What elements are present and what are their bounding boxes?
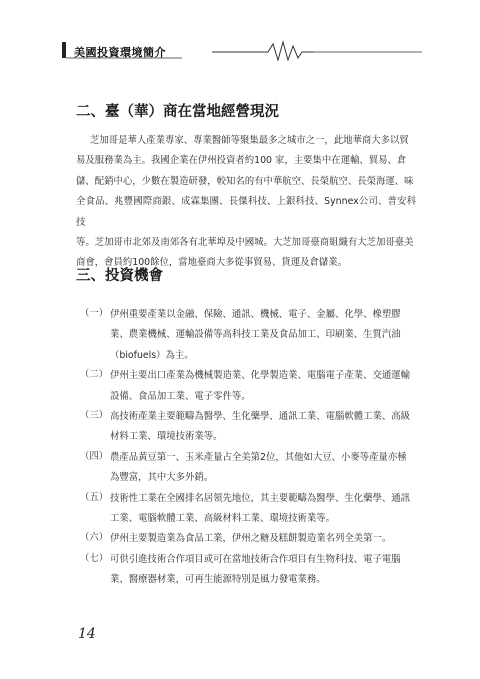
list-item: [80, 407, 420, 448]
section-2-paragraph: [76, 131, 416, 274]
list-item-number: （四）: [80, 450, 109, 462]
list-item-line: 可供引進技術合作項目或可在當地技術合作項目有生物科技、電子電腦: [110, 553, 401, 565]
investment-opportunities-list: [80, 305, 420, 591]
paragraph-line: 儲、配銷中心，少數在製造研發，較知名的有中華航空、長榮航空、長榮海運、味: [76, 175, 414, 187]
list-item-line: 工業、電腦軟體工業、高級材料工業、環境技術業等。: [110, 513, 336, 525]
list-item-line: 伊州主要製造業為食品工業，伊州之糖及糕餅製造業名列全美第一。: [110, 533, 392, 545]
list-item-number: （二）: [80, 369, 109, 381]
paragraph-line: 全食品、兆豐國際商銀、成霖集團、長傑科技、上銀科技、Synnex公司、普安科技: [76, 196, 416, 228]
list-item: [80, 366, 420, 407]
list-item-line: （biofuels）為主。: [110, 349, 194, 361]
page-number: 14: [78, 626, 96, 642]
list-item: [80, 305, 420, 366]
list-item-number: （三）: [80, 410, 109, 422]
list-item-number: （一）: [80, 308, 109, 319]
list-item-line: 業、農業機械、運輸設備等高科技工業及食品加工、印刷業、生質汽油: [110, 329, 401, 341]
list-item: [80, 489, 420, 530]
header-title: 美國投資環境簡介: [74, 46, 166, 59]
list-item-line: 為豐富，其中大多外銷。: [110, 472, 214, 484]
list-item: [80, 550, 420, 591]
running-header: [62, 38, 422, 62]
paragraph-line: 等。芝加哥市北郊及南郊各有北華埠及中國城。大芝加哥臺商組織有大芝加哥臺美: [76, 237, 414, 249]
list-item: [80, 529, 420, 549]
paragraph-line: 商會，會員約100餘位，當地臺商大多從事貿易、貨運及倉儲業。: [76, 257, 348, 269]
list-item-line: 材料工業、環境技術業等。: [110, 431, 223, 443]
list-item-number: （七）: [80, 552, 109, 564]
list-item-line: 伊州重要產業以金融、保險、通訊、機械、電子、金屬、化學、橡塑膠: [110, 309, 401, 320]
section-heading-3: 三、投資機會: [76, 267, 163, 284]
list-item-number: （五）: [80, 491, 109, 503]
list-item-line: 業、醫療器材業，可再生能源特別是風力發電業務。: [110, 574, 326, 586]
list-item-line: 伊州主要出口產業為機械製造業、化學製造業、電腦電子產業、交通運輸: [110, 370, 411, 382]
section-heading-2: 二、臺（華）商在當地經營現況: [76, 103, 279, 120]
list-item-line: 高技術產業主要範疇為醫學、生化藥學、通訊工業、電腦軟體工業、高級: [110, 411, 411, 423]
paragraph-line: 易及服務業為主。我國企業在伊州投資者約100 家，主要集中在運輸、貿易、倉: [76, 155, 407, 167]
list-item: [80, 448, 420, 489]
list-item-line: 農產品黃豆第一、玉米產量占全美第2位，其他如大豆、小麥等產量亦極: [110, 451, 407, 463]
list-item-line: 設備、食品加工業、電子零件等。: [110, 390, 251, 402]
list-item-number: （六）: [80, 532, 109, 544]
paragraph-line: 芝加哥是華人產業專家、專業醫師等聚集最多之城市之一，此地華商大多以貿: [90, 135, 409, 146]
list-item-line: 技術性工業在全國排名居領先地位，其主要範疇為醫學、生化藥學、通訊: [110, 492, 411, 504]
